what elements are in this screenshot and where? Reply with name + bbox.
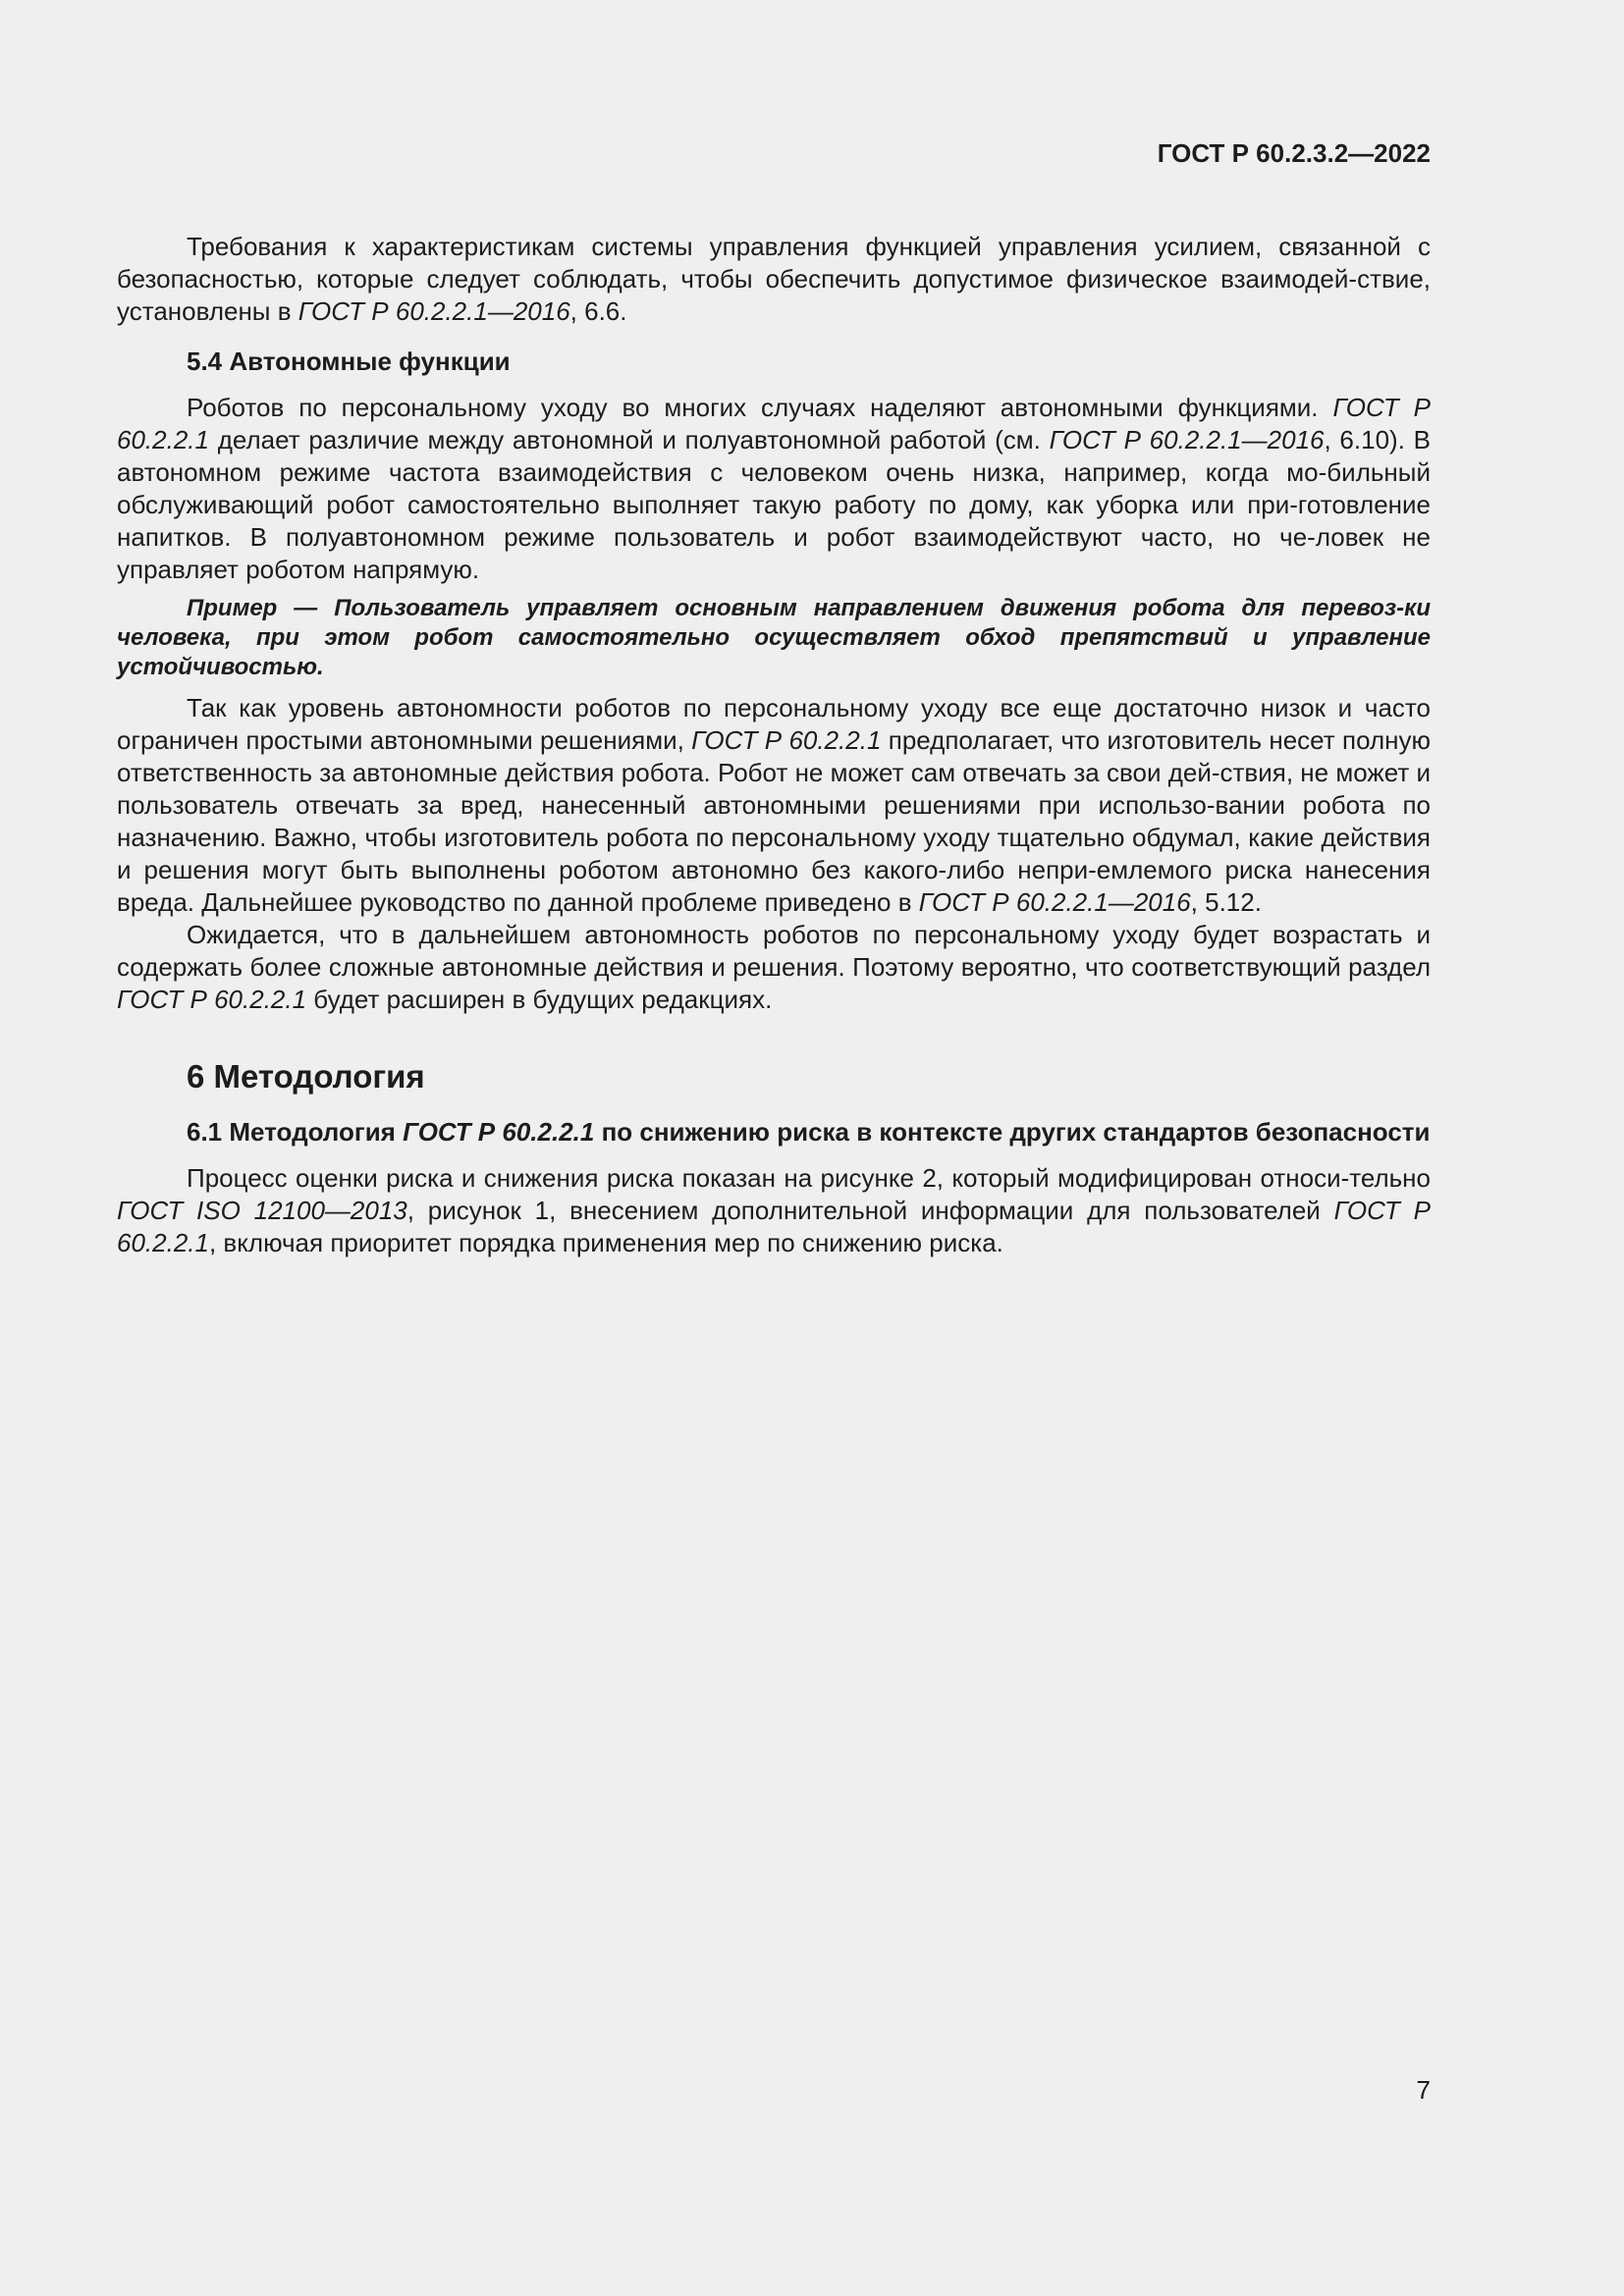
standard-reference: ГОСТ Р 60.2.2.1—2016 (298, 296, 570, 326)
heading-text: по снижению риска в контексте других стандартов безопасности (594, 1117, 1431, 1147)
paragraph-text: предполагает, что изготовитель несет полную ответственность за автономные действия робота. Робот не может сам отвечать за свои дей-ствия, не может и пользователь отвечать за вред, нанесенный автономными решениями при использо-вании робота по назначению. Важно, чтобы изготовитель робота по персональному уходу тщательно обдумал, какие действия и решения могут быть выполнены роботом автономно без какого-либо непри-емлемого риска нанесения вреда. Дальнейшее руководство по данной проблеме приведено в (117, 725, 1432, 917)
page-number: 7 (1416, 2075, 1431, 2105)
standard-reference: ГОСТ ISO 12100—2013 (117, 1196, 407, 1225)
example-note: Пример — Пользователь управляет основным направлением движения робота для перевоз-ки человека, при этом робот самостоятельно осуществляет обход препятствий и управление устойчивостью. (117, 595, 1431, 680)
paragraph-text: , рисунок 1, внесением дополнительной информации для пользователей (406, 1196, 1334, 1225)
section-heading-5-4: 5.4 Автономные функции (187, 347, 511, 376)
paragraph-text: делает различие между автономной и полуавтономной работой (см. (208, 425, 1050, 454)
heading-text: 6.1 Методология (187, 1117, 404, 1147)
paragraph-text: Так как уровень автономности роботов по персональному уходу все еще достаточно низок и часто ограничен простыми автономными решениями, (117, 693, 1431, 755)
standard-reference: ГОСТ Р 60.2.2.1—2016 (918, 887, 1191, 917)
paragraph-text: Роботов по персональному уходу во многих случаях наделяют автономными функциями. (187, 393, 1333, 422)
paragraph-text: Ожидается, что в дальнейшем автономность роботов по персональному уходу будет возрастать и содержать более сложные автономные действия и решения. Поэтому вероятно, что соответствующий раздел (117, 920, 1431, 982)
paragraph-text: , 5.12. (1190, 887, 1262, 917)
paragraph-text: будет расширен в будущих редакциях. (306, 985, 773, 1014)
section-heading-6-1 (117, 1116, 1431, 1148)
paragraph-text: Требования к характеристикам системы управления функцией управления усилием, связанной с безопасностью, которые следует соблюдать, чтобы обеспечить допустимое физическое взаимодей-ствие, установлены в (117, 232, 1431, 326)
paragraph-autonomous-functions (117, 392, 1431, 586)
paragraph-text: , 6.10). В автономном режиме частота взаимодействия с человеком очень низка, например, когда мо-бильный обслуживающий робот самостоятельно выполняет такую работу по дому, как уборка или при-готовление напитков. В полуавтономном режиме пользователь и робот взаимодействуют часто, но че-ловек не управляет роботом напрямую. (117, 425, 1431, 584)
standard-reference: ГОСТ Р 60.2.2.1—2016 (1049, 425, 1325, 454)
paragraph-future-autonomy (117, 919, 1431, 1016)
standard-reference: ГОСТ Р 60.2.2.1 (691, 725, 882, 755)
paragraph-autonomy-level (117, 692, 1431, 919)
document-code-header: ГОСТ Р 60.2.3.2—2022 (1157, 138, 1431, 168)
paragraph-text: , 6.6. (569, 296, 627, 326)
standard-reference: ГОСТ Р 60.2.2.1 (117, 985, 307, 1014)
document-page (117, 137, 1431, 1259)
standard-reference: ГОСТ Р 60.2.2.1 (403, 1117, 595, 1147)
paragraph-text: , включая приоритет порядка применения мер по снижению риска. (208, 1228, 1003, 1257)
standard-reference: ГОСТ Р 60.2.2.1 (117, 1196, 1431, 1257)
paragraph-risk-process (117, 1162, 1431, 1259)
paragraph-text: Процесс оценки риска и снижения риска показан на рисунке 2, который модифицирован относи-тельно (187, 1163, 1431, 1193)
section-heading-6: 6 Методология (187, 1058, 425, 1095)
standard-reference: ГОСТ Р 60.2.2.1 (117, 393, 1431, 454)
paragraph-force-control (117, 231, 1431, 328)
